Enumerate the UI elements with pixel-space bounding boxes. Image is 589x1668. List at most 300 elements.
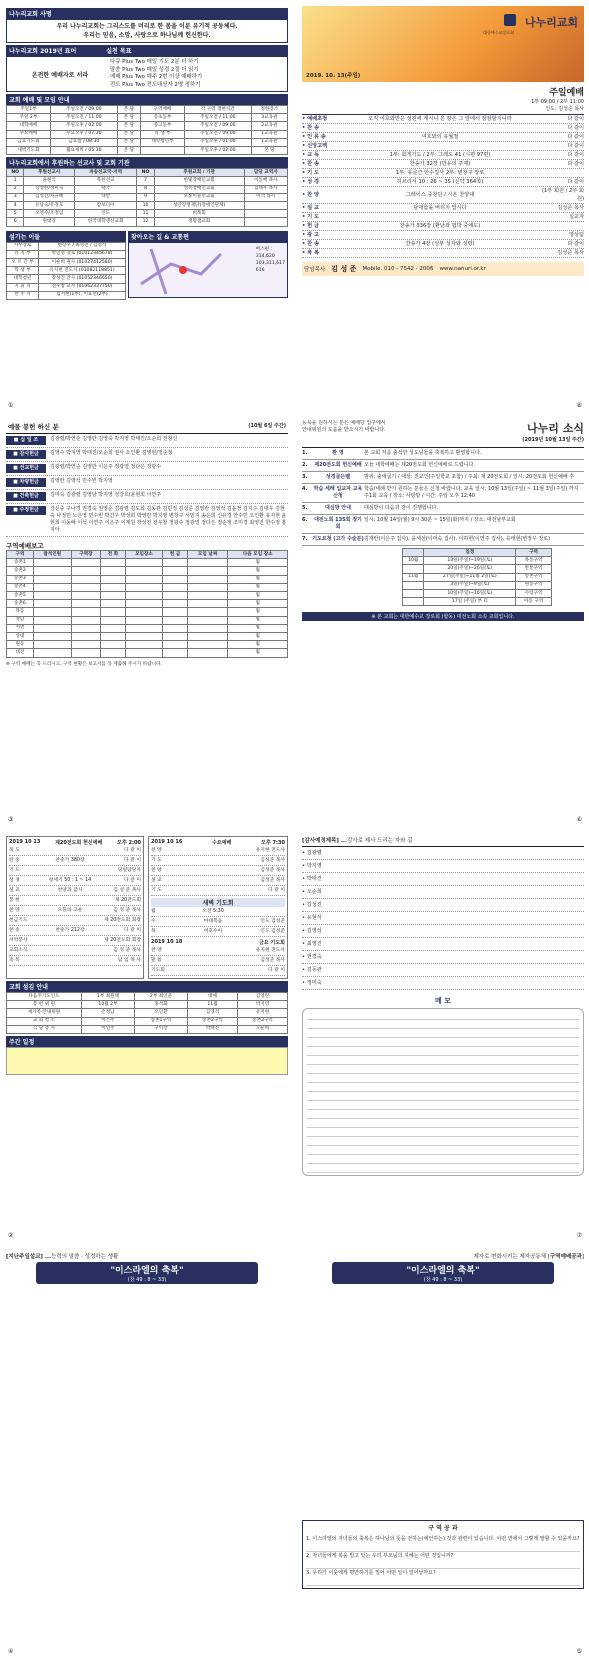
- table-row: [403, 590, 552, 598]
- column-header: 파송선교국·지역: [74, 169, 136, 177]
- schedule-item: [151, 927, 285, 937]
- table-cell: 대만: [74, 193, 136, 201]
- order-label: • 찬 송: [302, 241, 319, 247]
- column-header: 담당 교역자: [244, 169, 287, 177]
- table-cell: 목동: [7, 608, 34, 616]
- report-title: 구역예배보고: [6, 542, 44, 550]
- table-row: [7, 291, 126, 299]
- table-row: [7, 106, 288, 114]
- table-cell: 원동: [7, 641, 34, 649]
- table-cell: [187, 567, 228, 575]
- offering-names: 김광렬/박연순 김영란 김영숙 박지영 박태진/오순희 전창신: [50, 436, 178, 442]
- table-cell: 목동구역: [516, 557, 552, 565]
- table-row: [7, 130, 288, 138]
- table-cell: [33, 633, 71, 641]
- table-cell: 유남숙/유경호: [24, 202, 75, 210]
- table-cell: 반통구역: [516, 565, 552, 573]
- table-cell: 김서현(1부), 이효선(2부): [39, 291, 126, 299]
- table-cell: [71, 624, 101, 632]
- table-cell: [71, 575, 101, 583]
- table-row: [7, 218, 288, 226]
- order-person: 다 같이: [567, 179, 584, 185]
- offering-list: [6, 434, 288, 537]
- order-list: [302, 114, 584, 258]
- table-cell: 11: [137, 210, 154, 218]
- goal-item: 다큐 Plus Two 매일 기도 2분 더 하기: [110, 59, 199, 65]
- order-content: 찬송가 336장 (환난과 핍박 중에도): [399, 223, 481, 229]
- friday-heading: 2019 10 18 금요 기도회: [151, 939, 285, 946]
- table-cell: [101, 641, 125, 649]
- order-person: 다 같이: [567, 143, 584, 149]
- table-cell: 본 당: [117, 122, 140, 130]
- table-row: [7, 267, 126, 275]
- table-cell: 교 회 청 소: [7, 1017, 82, 1025]
- schedule-label: 찬 양: [9, 908, 20, 913]
- offering-type: ■ 십 일 조: [6, 436, 46, 445]
- order-label: • 신앙고백: [302, 143, 328, 149]
- table-cell: 송촌1구역: [134, 1017, 187, 1025]
- order-item: [302, 142, 584, 151]
- table-cell: [71, 559, 101, 567]
- table-cell: 주일오후 / 02:00: [184, 147, 251, 155]
- sermon-tag-row: [지난주일설교] ...능력의 말씀 · 성경하는 생활: [6, 1254, 119, 1260]
- schedule-label: 봉 헌: [9, 898, 20, 903]
- table-cell: 수요오후 / 07:30: [50, 130, 117, 138]
- table-row: [7, 138, 288, 146]
- schedule-item: [9, 856, 141, 866]
- offering-row: [6, 462, 288, 476]
- table-cell: [163, 567, 187, 575]
- order-label: • 찬 양: [302, 192, 319, 198]
- table-cell: [187, 575, 228, 583]
- thanks-name: • 김성진: [302, 902, 322, 908]
- offering-row: [6, 448, 288, 462]
- table-cell: 전우창 교사 (01062337750): [39, 283, 126, 291]
- table-cell: 생명샘교회: [154, 218, 244, 226]
- table-cell: 11월: [403, 573, 424, 581]
- news-label: 성경골든벨: [325, 474, 351, 480]
- table-cell: 본 당: [117, 138, 140, 146]
- schedule-person: 김성준 목사: [260, 958, 285, 963]
- schedule-label: 서약봉사: [9, 938, 28, 943]
- table-cell: 주일오후 / 02:00: [50, 122, 117, 130]
- thanks-item: [302, 951, 584, 964]
- memo-line: [307, 1164, 579, 1173]
- pastor-bar: 담임목사 김 성 준 Mobile. 010 - 7542 - 2006 www.nanuri.or.kr: [302, 262, 584, 276]
- order-person: 영상팀: [568, 232, 584, 238]
- table-cell: 7: [137, 177, 154, 185]
- order-item: [302, 169, 584, 178]
- table-cell: [403, 581, 424, 589]
- table-row: [403, 565, 552, 573]
- lesson-questions: 구 역 공 과 1. 이스라엘의 자녀들의 축복은 하나님의 뜻을 전하는(예언하는) 것과 관련이 있습니다. 어떤 면에서 그렇게 말할 수 있을까요? 2. 자녀들에게 복을 빌고 있는 우리 부모님의 지혜는 어떤 것입니까? 3. 우리가 이웃에게 평안하기를 빌어 어떤 일이 일어날까요?: [302, 1520, 584, 1589]
- support-table: [6, 168, 288, 226]
- map: [128, 242, 288, 298]
- table-cell: 송촌3구역: [237, 1017, 287, 1025]
- table-cell: [163, 575, 187, 583]
- order-label: • 축 복: [302, 250, 319, 256]
- schedule-person: 인도 김성준: [260, 929, 285, 934]
- table-cell: 6: [7, 218, 24, 226]
- order-item: [302, 213, 584, 222]
- table-cell: 지 휘 자: [7, 283, 39, 291]
- offering-type: ■ 선교헌금: [6, 464, 46, 473]
- table-cell: [125, 649, 163, 657]
- goal-header: 나누리교회 2019년 표어 실천 목표: [6, 45, 288, 56]
- table-cell: 유지현 전도사 (01082118851): [39, 267, 126, 275]
- schedule-item: [9, 876, 141, 886]
- thanks-item: [302, 912, 584, 925]
- table-cell: 사랑구역: [516, 590, 552, 598]
- table-cell: 주일오전 / 09:00: [184, 130, 251, 138]
- schedule-person: 유지현 전도사: [255, 848, 285, 853]
- news-content: 대심방이 다음과 같이 진행합니다.: [364, 505, 438, 511]
- order-content: 담대함을 버리지 맙시다: [413, 205, 467, 211]
- table-row: [7, 283, 126, 291]
- offering-type: ■ 주정헌금: [6, 506, 46, 515]
- schedule-friday: [151, 946, 285, 976]
- table-cell: [101, 608, 125, 616]
- memo-line: [307, 1128, 579, 1137]
- memo-line: [307, 1065, 579, 1074]
- thanks-item: [302, 938, 584, 951]
- table-cell: 월: [228, 583, 288, 591]
- mission-box: [6, 19, 288, 43]
- table-row: [7, 608, 288, 616]
- motto: 온전한 예배자로 서라: [31, 71, 89, 79]
- table-cell: [163, 592, 187, 600]
- table-cell: 희목회: [154, 210, 244, 218]
- table-cell: 4: [7, 202, 24, 210]
- dawn-heading: 새벽 기도회: [151, 898, 285, 907]
- order-label: • 기 도: [302, 170, 319, 176]
- page-sermon: [6, 1252, 288, 1657]
- memo-line: [307, 1038, 579, 1047]
- goal-list: [110, 59, 202, 89]
- table-row: [7, 185, 288, 193]
- news-no: 6.: [302, 517, 308, 523]
- schedule-person: 김 성 준 목사: [113, 888, 141, 893]
- table-cell: 본 당: [117, 114, 140, 122]
- thanks-name: • 박태진: [302, 876, 322, 882]
- schedule-label: 기 도: [9, 868, 20, 873]
- table-cell: 1부 최원택: [81, 993, 134, 1001]
- table-cell: [187, 608, 228, 616]
- schedule-label: 기 도: [151, 888, 162, 893]
- page-number: ④: [8, 1648, 14, 1655]
- table-cell: [125, 583, 163, 591]
- news-no: 2.: [302, 462, 308, 468]
- table-cell: [71, 583, 101, 591]
- news-label: 환 영: [332, 450, 344, 456]
- news-no: 1.: [302, 450, 308, 456]
- table-cell: 홍석화: [134, 1001, 187, 1009]
- table-cell: 1: [7, 177, 24, 185]
- schedule-person: 유지현 전도사: [255, 948, 285, 953]
- table-row: [7, 600, 288, 608]
- news-item: [302, 484, 584, 503]
- table-cell: 새벽기도회: [7, 147, 51, 155]
- schedule-person: 다 같 이: [124, 848, 141, 853]
- schedule-person: 김 성 준 목사: [113, 948, 141, 953]
- table-cell: [187, 583, 228, 591]
- news-label: 학습 세례 입교자 교육 신청: [313, 486, 363, 499]
- schedule-item: [9, 946, 141, 956]
- table-cell: 수요예배: [7, 130, 51, 138]
- schedule-person: 다 같 이: [268, 968, 285, 973]
- table-cell: 2: [7, 185, 24, 193]
- table-cell: [187, 616, 228, 624]
- table-cell: [101, 583, 125, 591]
- table-cell: [71, 633, 101, 641]
- news-no: 3.: [302, 474, 308, 480]
- column-header: [403, 549, 424, 557]
- table-cell: [101, 600, 125, 608]
- lesson-text: [302, 1286, 584, 1516]
- table-cell: 금요기도회: [7, 138, 51, 146]
- goal-item: 전도 Plus Two 전도대상자 2명 정하기: [110, 81, 201, 88]
- schedule-label: 교회소식: [9, 948, 28, 953]
- schedule-person: 인도 김성준: [260, 919, 285, 924]
- news-item: [302, 534, 584, 546]
- order-item: [302, 178, 584, 187]
- table-cell: 박지영: [237, 1001, 287, 1009]
- offering-names: 김미숙 김광렬 김영남 박지영 성강호/윤현희 이연주: [50, 492, 162, 498]
- thanks-item: [302, 964, 584, 977]
- schedule-person: 다 같 이: [124, 928, 141, 933]
- schedule-item: [9, 916, 141, 926]
- schedule-content: 오전 5:30: [202, 909, 224, 914]
- table-cell: 월요새벽 / 05:30: [50, 147, 117, 155]
- table-cell: 학 생 부: [141, 130, 185, 138]
- table-cell: [71, 649, 101, 657]
- table-cell: 구역예배: [141, 106, 185, 114]
- schedule-item: [151, 846, 285, 856]
- table-cell: 8: [137, 185, 154, 193]
- news-content: 본 교회 처음 출석한 성도님들을 축복하고 환영합니다.: [364, 450, 482, 456]
- schedule-item: [9, 936, 141, 946]
- order-content: 1부: 유문근 안수집사 2부: 변창구 장로: [395, 170, 485, 176]
- table-cell: 20일(주일)~26일(토): [424, 565, 516, 573]
- table-cell: 주일오후 / 01:00: [184, 138, 251, 146]
- table-cell: 12: [137, 218, 154, 226]
- order-person: 김성준 목사: [557, 205, 584, 211]
- table-cell: [101, 649, 125, 657]
- thanks-name: • 김영석: [302, 928, 322, 934]
- table-cell: 성복장애인교회: [154, 185, 244, 193]
- table-cell: 다음주기도인도: [7, 993, 82, 1001]
- order-item: [302, 115, 584, 124]
- news-footer: ※ 본 교회는 대한예수교 장로회 (합동) 대전노회 소속 교회입니다.: [302, 612, 584, 621]
- table-cell: 송촌3: [7, 575, 34, 583]
- offering-names: 김광렬/박연순 김영란 이은주 정광열 정다은 정광수: [50, 464, 162, 470]
- table-cell: [71, 567, 101, 575]
- goal-box: [6, 56, 288, 92]
- schedule-label: 찬 송: [9, 928, 20, 933]
- table-cell: 주일오전 / 09:00: [50, 106, 117, 114]
- table-cell: 캄보디아: [74, 202, 136, 210]
- column-header: 후원교회 / 기관: [154, 169, 244, 177]
- page-number: ⑦: [576, 1232, 582, 1239]
- table-cell: 10일(주일)~16일(토): [424, 590, 516, 598]
- table-cell: 이연주: [81, 1025, 134, 1033]
- order-person: 설교자: [568, 214, 584, 220]
- schedule-person: 제 20전도회 회장: [104, 938, 141, 943]
- sermon-title-box: "이스라엘의 축복" (창 49 : 8 ~ 33): [36, 1262, 258, 1284]
- table-cell: 주일 2부: [7, 114, 51, 122]
- table-cell: 월: [228, 608, 288, 616]
- table-cell: [187, 600, 228, 608]
- table-header: [403, 549, 552, 557]
- order-label: • 설 교: [302, 205, 319, 211]
- offering-names: 강신중 구나경 권경숙 권영준 김광렬 김도희 김동관 김민정 김성준 김영란 김영석 김윤정 김지수 김태우 김현숙 나정민 노은영 민수빈 박건우 박성희 박영란 박지영 변창구 서민지 송은희 신유경 안수민 오인환 유지현 윤현희 이동배 이석 이연주 이은주 이재원 장성진 전우창 정광수 정광열 정다은 정순정 조미경 최영진 한수정 홍지아: [50, 506, 287, 533]
- schedule-label: 헌금기도: [9, 918, 28, 923]
- table-cell: 대학예배: [7, 122, 51, 130]
- schedule-person: 다 같 이: [268, 888, 285, 893]
- table-row: [7, 567, 288, 575]
- news-label: 기도요청 (고가 수술분): [312, 536, 364, 542]
- news-no: 4.: [302, 486, 308, 492]
- table-cell: 10월: [403, 557, 424, 565]
- table-cell: [125, 624, 163, 632]
- table-cell: 시무장로: [7, 242, 39, 250]
- table-row: [403, 557, 552, 565]
- table-row: [7, 122, 288, 130]
- table-cell: [187, 592, 228, 600]
- table-cell: [33, 616, 71, 624]
- schedule-label: 기도회: [151, 968, 165, 973]
- order-content: 1부: 회개기도 / 2부: 그레도 41 (시편 97편): [389, 152, 491, 158]
- thanks-name: • 오순희: [302, 889, 322, 895]
- table-row: [7, 1009, 288, 1017]
- table-cell: 송촌6: [7, 600, 34, 608]
- table-cell: 송촌2: [7, 567, 34, 575]
- news-content: 범위: 출애굽기 / 대상: 전교인(주일학교 포함) / 주최: 제 20전도회 / 일시: 20전도회 헌신예배 후: [364, 474, 575, 480]
- page-number: ⑤: [576, 1648, 582, 1655]
- news-item: [302, 460, 584, 472]
- schedule-left: [9, 846, 141, 966]
- news-label: 제20전도회 헌신예배: [314, 462, 362, 468]
- memo-line: [307, 1020, 579, 1029]
- goal-item: 말씀 Plus Two 매일 성경 2절 더 읽기: [110, 66, 199, 73]
- order-person: 김성준 목사: [557, 250, 584, 256]
- page-offering: [6, 420, 288, 825]
- report-table: [6, 550, 288, 658]
- table-row: [7, 633, 288, 641]
- cover-date: 2019. 10. 13(주일): [306, 73, 361, 79]
- table-cell: 김태우 목사: [244, 185, 287, 193]
- schedule-item: [151, 917, 285, 927]
- schedule-item: [9, 846, 141, 856]
- column-header: 모임 날짜: [187, 551, 228, 559]
- table-cell: [33, 649, 71, 657]
- table-cell: [101, 633, 125, 641]
- offering-row: [6, 434, 288, 448]
- table-row: [7, 259, 126, 267]
- order-label: • 헌 금: [302, 223, 319, 229]
- order-label: • 광 고: [302, 232, 319, 238]
- table-cell: 11월: [188, 1001, 238, 1009]
- table-row: [7, 275, 126, 283]
- table-cell: [187, 633, 228, 641]
- table-cell: [163, 649, 187, 657]
- order-content: 찬송가 4장 (성부 성자와 성령): [405, 241, 475, 247]
- table-cell: [33, 608, 71, 616]
- schedule-content: 오플의 고운: [57, 908, 83, 913]
- schedule-label: 월: [151, 909, 156, 914]
- church-en: 대한예수교장로회: [483, 30, 514, 35]
- news-intro: 등록을 원하시는 분은 예배당 입구에서 안내위원의 도움을 받으시기 바랍니다.: [302, 420, 386, 433]
- table-row: [7, 210, 288, 218]
- thanks-name: • 정미숙: [302, 980, 322, 986]
- table-cell: 김영란: [237, 993, 287, 1001]
- schedule-item: [9, 926, 141, 936]
- column-header: NO: [137, 169, 154, 177]
- table-cell: 월: [228, 592, 288, 600]
- table-cell: [187, 641, 228, 649]
- table-cell: 3교육관: [251, 114, 287, 122]
- table-cell: [163, 641, 187, 649]
- order-item: [302, 231, 584, 240]
- table-cell: 서면: [7, 624, 34, 632]
- order-content: 오직 여호와만은 성전에 계시니 온 땅은 그 앞에서 잠잠할지니라: [368, 116, 512, 122]
- table-cell: 유초등부: [141, 114, 185, 122]
- table-cell: 성남: [7, 616, 34, 624]
- thanks-item: [302, 925, 584, 938]
- offering-row: [6, 504, 288, 537]
- lesson-tag-row: 제자로 변화시키는 제자공동체 [구역예배공과]: [473, 1254, 584, 1260]
- table-row: [7, 1001, 288, 1009]
- order-item: [302, 240, 584, 249]
- table-cell: [187, 649, 228, 657]
- table-cell: 1교육관: [251, 138, 287, 146]
- table-cell: [71, 592, 101, 600]
- schedule-item: [151, 946, 285, 956]
- table-cell: [125, 575, 163, 583]
- schedule-label: 찬 송: [9, 858, 20, 863]
- table-cell: [33, 567, 71, 575]
- next-header: 주간 일정: [6, 1036, 288, 1047]
- schedule-content: 마태복음: [203, 919, 223, 924]
- table-cell: 원대경: [24, 218, 75, 226]
- memo-line: [307, 1119, 579, 1128]
- table-cell: [33, 592, 71, 600]
- memo-line: [307, 1056, 579, 1065]
- table-row: [7, 592, 288, 600]
- offering-row: [6, 490, 288, 504]
- table-cell: [187, 624, 228, 632]
- offering-names: 김영수 박지영 박태진/오순희 권사 오인환 김병현/정순정: [50, 450, 173, 456]
- bus-info: 버스편 : 314,620 103,311,617 616: [255, 246, 285, 273]
- table-cell: [163, 624, 187, 632]
- table-cell: 태국: [74, 185, 136, 193]
- page-number: ⑥: [576, 816, 582, 823]
- table-cell: [141, 147, 185, 155]
- mission-line1: 우리 나누리교회는 그리스도를 머리로 한 몸을 이룬 유기적 공동체다.: [56, 23, 238, 30]
- page-news: [302, 420, 584, 825]
- table-cell: [403, 598, 424, 606]
- order-item: [302, 204, 584, 213]
- schedule-person: 다 같 이: [124, 878, 141, 883]
- page-thanks: [302, 836, 584, 1241]
- table-cell: 오영수/조정임: [24, 210, 75, 218]
- page-number: ⑧: [576, 402, 582, 409]
- table-cell: 27일(주일)~11월 2일(토): [424, 573, 516, 581]
- schedule-item: [9, 866, 141, 876]
- table-cell: 구역장: [134, 1025, 187, 1033]
- table-cell: 유 지 부: [7, 250, 39, 258]
- order-person: 다 같이: [567, 134, 584, 140]
